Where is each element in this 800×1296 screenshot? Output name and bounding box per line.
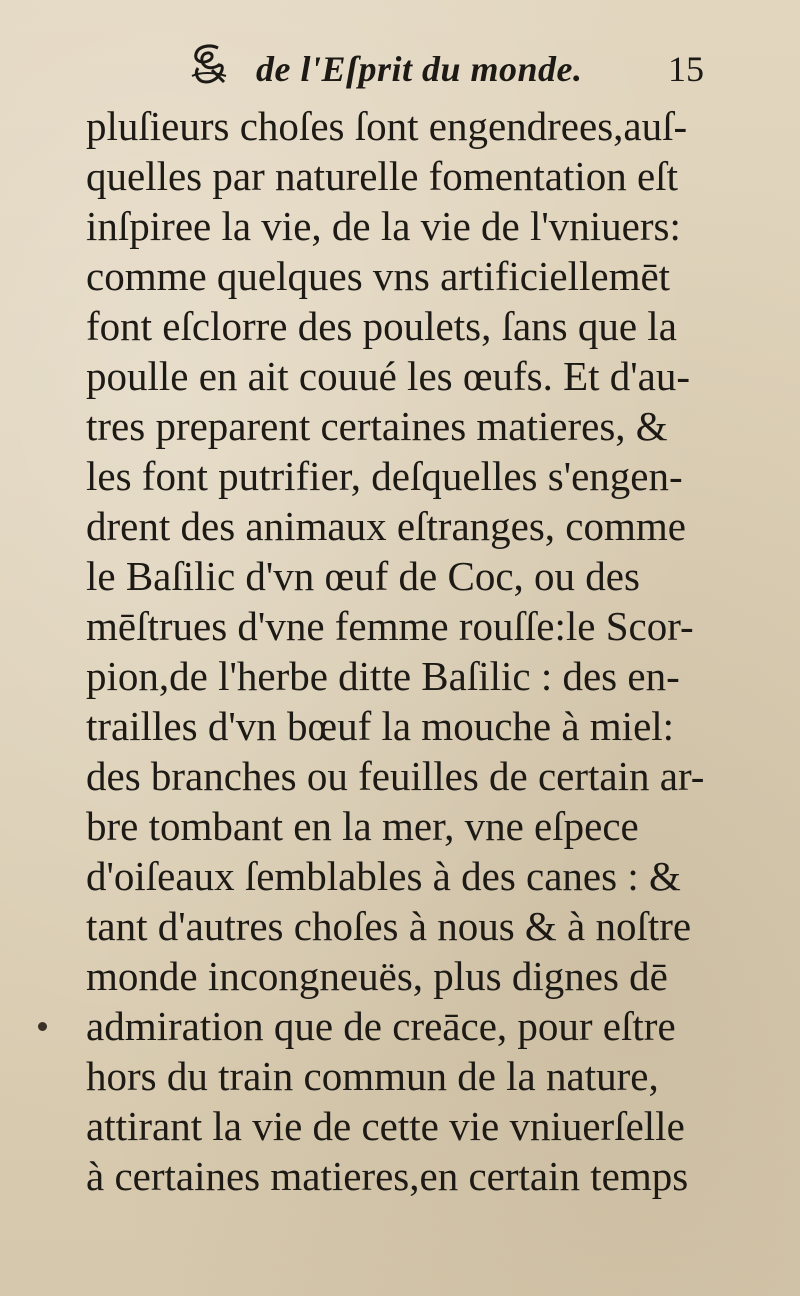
text-line: inſpiree la vie, de la vie de l'vniuers: [86, 203, 681, 249]
text-line: comme quelques vns artificiellemēt [86, 253, 671, 299]
text-line: hors du train commun de la nature, [86, 1053, 659, 1099]
ampersand-ornament-icon [188, 42, 230, 86]
text-line: bre tombant en la mer, vne eſpece [86, 803, 639, 849]
text-line: pion,de l'herbe ditte Baſilic : des en- [86, 653, 680, 699]
text-line: drent des animaux eſtranges, comme [86, 503, 686, 549]
text-line: le Baſilic d'vn œuf de Coc, ou des [86, 553, 640, 599]
page-number: 15 [668, 49, 704, 89]
running-title: de l'Eſprit du monde. [256, 49, 583, 89]
text-line: tres preparent certaines matieres, & [86, 403, 668, 449]
text-line: quelles par naturelle fomentation eſt [86, 153, 678, 199]
running-header [0, 40, 800, 100]
text-line: admiration que de creāce, pour eſtre [86, 1003, 676, 1049]
text-line: mēſtrues d'vne femme rouſſe:le Scor- [86, 603, 694, 649]
text-line: les font putrifier, deſquelles s'engen- [86, 453, 683, 499]
text-line: attirant la vie de cette vie vniuerſelle [86, 1103, 685, 1149]
ink-blot [38, 1022, 47, 1031]
text-line: des branches ou feuilles de certain ar- [86, 753, 705, 799]
text-line: à certaines matieres,en certain temps [86, 1153, 689, 1199]
text-line: d'oiſeaux ſemblables à des canes : & [86, 853, 681, 899]
text-line: font eſclorre des poulets, ſans que la [86, 303, 677, 349]
text-line: pluſieurs choſes ſont engendrees,auſ- [86, 103, 688, 149]
text-line: poulle en ait couué les œufs. Et d'au- [86, 353, 690, 399]
text-line: trailles d'vn bœuf la mouche à miel: [86, 703, 675, 749]
text-line: tant d'autres choſes à nous & à noſtre [86, 903, 692, 949]
text-line: monde incongneuës, plus dignes dē [86, 953, 668, 999]
